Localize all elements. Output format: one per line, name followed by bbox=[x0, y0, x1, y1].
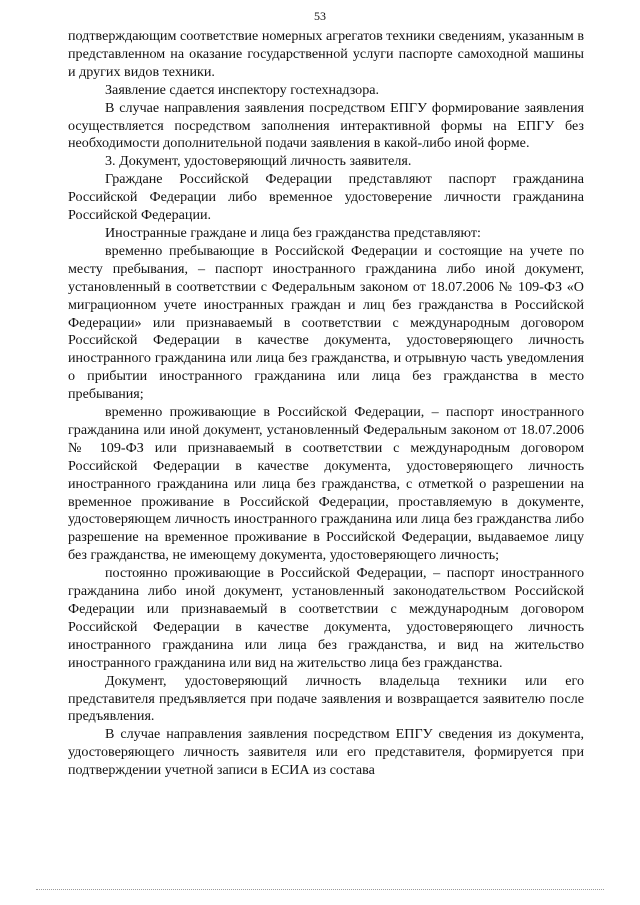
paragraph-identity-document-heading: 3. Документ, удостоверяющий личность заявителя. bbox=[105, 153, 412, 170]
paragraph-application-submission: Заявление сдается инспектору гостехнадзора. bbox=[105, 81, 380, 98]
paragraph-permanently-residing: постоянно проживающие в Российской Федерации, – паспорт иностранного гражданина либо иной документ, установленный законодательством Российской Федерации или признаваемый в соответствии с международным договором Российской Федерации в качестве документа, удостоверяющего личность иностранного гражданина или лица без гражданства, и вид на жительство иностранного гражданина или вид на жительство лица без гражданства. bbox=[68, 565, 584, 671]
page-number: 53 bbox=[314, 9, 326, 23]
paragraph-foreign-citizens: Иностранные граждане и лица без гражданства представляют: bbox=[105, 224, 481, 241]
paragraph-epgu-form: В случае направления заявления посредством ЕПГУ формирование заявления осуществляется посредством заполнения интерактивной формы на ЕПГУ без необходимости дополнительной подачи заявления в какой-либо иной форме. bbox=[68, 99, 584, 152]
paragraph-continuation: подтверждающим соответствие номерных агрегатов техники сведениям, указанным в представленном на оказание государственной услуги паспорте самоходной машины и других видов техники. bbox=[68, 28, 584, 80]
paragraph-russian-citizens: Граждане Российской Федерации представляют паспорт гражданина Российской Федерации либо временное удостоверение личности гражданина Российской Федерации. bbox=[68, 171, 584, 224]
document-body bbox=[68, 28, 584, 780]
paragraph-document-presentation: Документ, удостоверяющий личность владельца техники или его представителя предъявляется при подаче заявления и возвращается заявителю после предъявления. bbox=[68, 672, 584, 725]
paragraph-epgu-identity-data: В случае направления заявления посредством ЕПГУ сведения из документа, удостоверяющего личность заявителя или его представителя, формируется при подтверждении учетной записи в ЕСИА из состава bbox=[68, 726, 584, 779]
footer-divider bbox=[36, 889, 604, 890]
paragraph-temporarily-residing: временно проживающие в Российской Федерации, – паспорт иностранного гражданина или иной документ, установленный Федеральным законом от 18.07.2006 № 109-ФЗ или признаваемый в соответствии с международным договором Российской Федерации в качестве документа, удостоверяющего личность иностранного гражданина или лица без гражданства, с отметкой о разрешении на временное проживание в Российской Федерации, проставляемую в документе, удостоверяющем личность иностранного гражданина или лица без гражданства либо разрешение на временное проживание в Российской Федерации, выдаваемое лицу без гражданства, не имеющему документа, удостоверяющего личность; bbox=[68, 404, 584, 564]
paragraph-temporarily-staying: временно пребывающие в Российской Федерации и состоящие на учете по месту пребывания, – паспорт иностранного гражданина либо иной документ, установленный в соответствии с Федеральным законом от 18.07.2006 № 109-ФЗ «О миграционном учете иностранных граждан и лиц без гражданства в Российской Федерации» или признаваемый в соответствии с международным договором Российской Федерации в качестве документа, удостоверяющего личность иностранного гражданина или лица без гражданства, и отрывную часть уведомления о прибытии иностранного гражданина или лица без гражданства в место пребывания; bbox=[68, 242, 584, 403]
